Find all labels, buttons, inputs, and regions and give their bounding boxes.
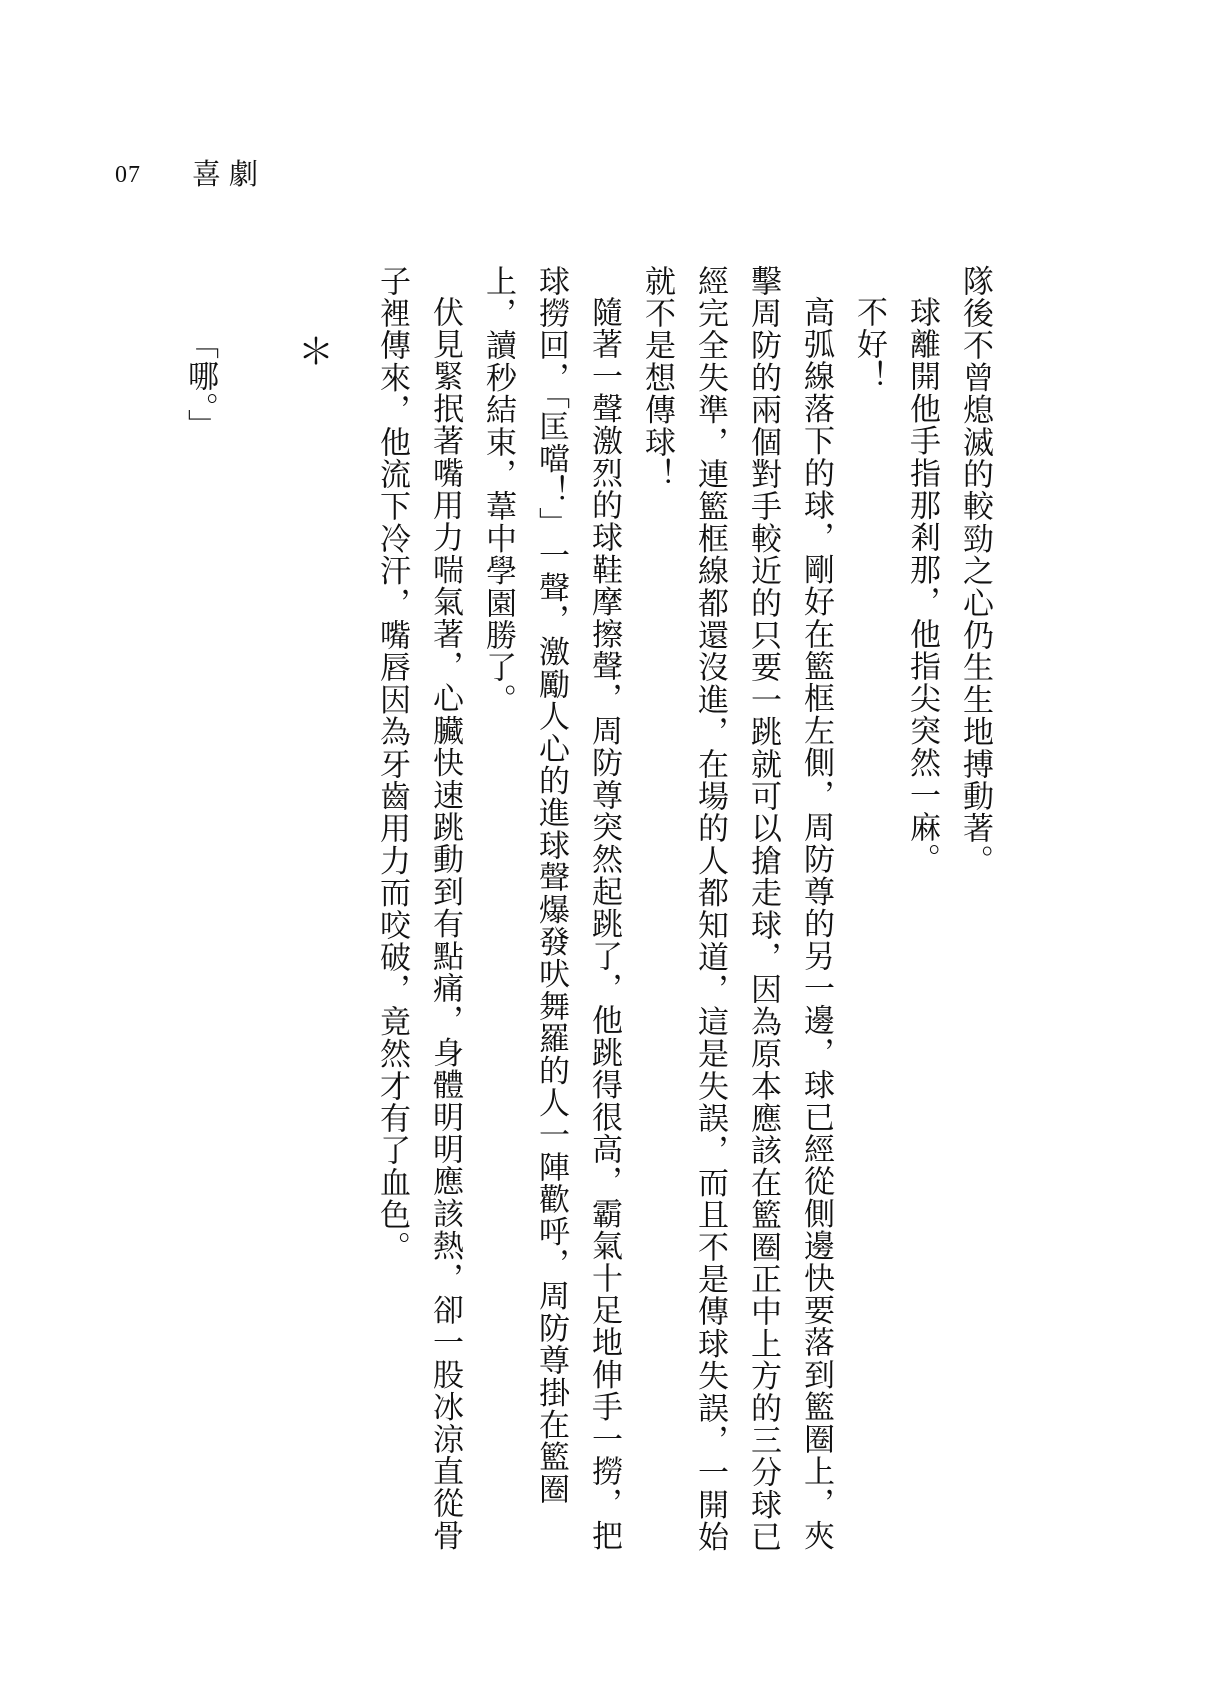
paragraph: 高弧線落下的球，剛好在籃框左側，周防尊的另一邊，球已經從側邊快要落到籃圈上，夾擊周防的兩個對手較近的只要一跳就可以搶走球，因為原本應該在籃圈正中上方的三分球已經完全失準，連籃框線都還沒進，在場的人都知道，這是失誤，而且不是傳球失誤，一開始就不是想傳球！	[639, 265, 834, 1553]
dialogue-line: 「哪。」	[182, 328, 218, 442]
paragraph: 伏見緊抿著嘴用力喘氣著，心臟快速跳動到有點痛，身體明明應該熱，卻一股冰涼直從骨子裡傳來，他流下冷汗，嘴唇因為牙齒用力而咬破，竟然才有了血色。	[374, 265, 463, 1552]
paragraph: 隨著一聲激烈的球鞋摩擦聲，周防尊突然起跳了，他跳得很高，霸氣十足地伸手一撈，把球撈回，「匡噹！」一聲，激勵人心的進球聲爆發吠舞羅的人一陣歡呼，周防尊掛在籃圈上，讀秒結束，葦中學園勝了。	[480, 265, 622, 1552]
body-text	[365, 265, 1001, 1565]
chapter-title: 喜劇	[192, 157, 267, 191]
page-number: 07	[115, 162, 141, 188]
paragraph: 球離開他手指那剎那，他指尖突然一麻。	[904, 296, 940, 876]
paragraph: 隊後不曾熄滅的較勁之心仍生生地搏動著。	[957, 265, 993, 877]
section-separator: ＊	[298, 332, 335, 373]
paragraph: 不好！	[851, 296, 887, 393]
